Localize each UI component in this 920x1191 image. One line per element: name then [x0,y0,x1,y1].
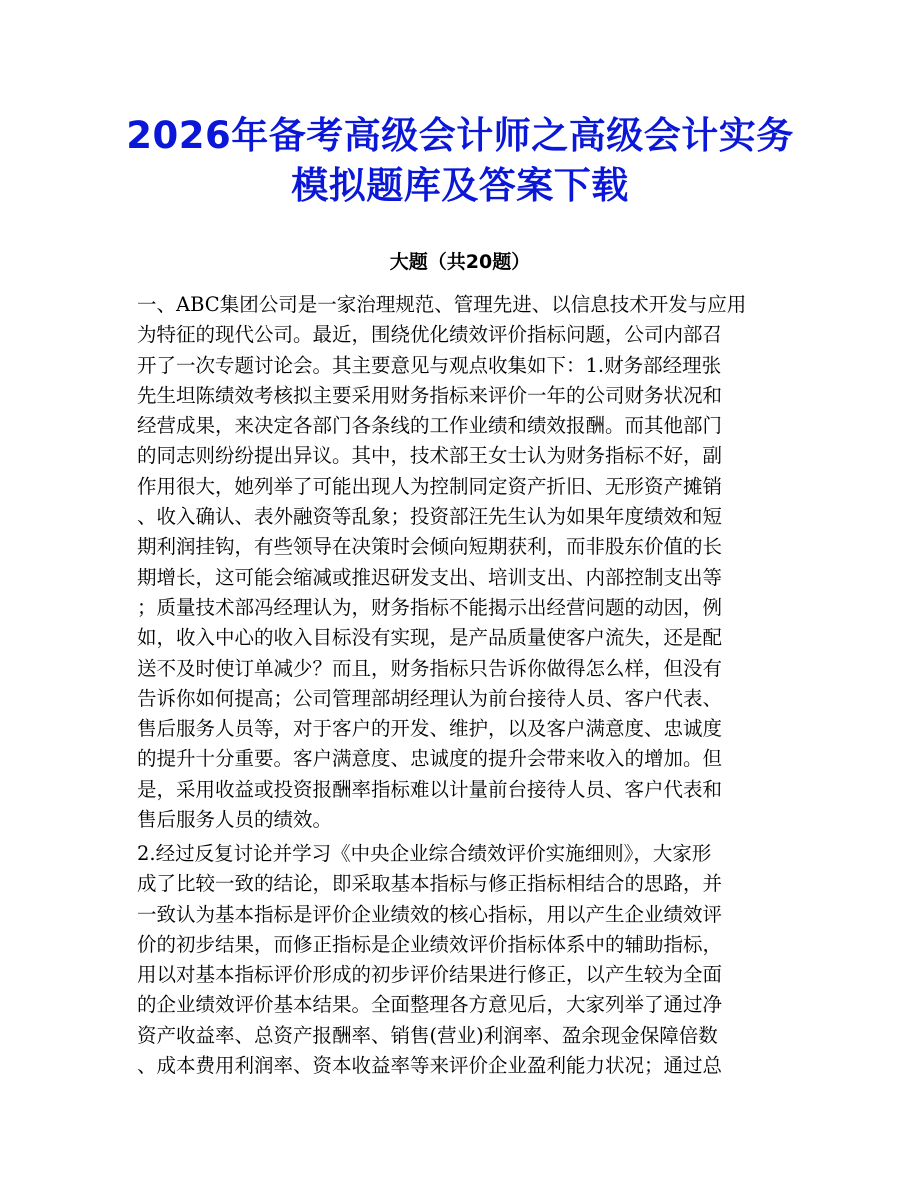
question-paragraph-2 [137,839,797,1081]
paragraph-line: 售后服务人员等，对于客户的开发、维护，以及客户满意度、忠诚度 [137,717,723,741]
paragraph-line: 开了一次专题讨论会。其主要意见与观点收集如下：1.财务部经理张 [137,353,722,377]
paragraph-line: 期利润挂钩，有些领导在决策时会倾向短期获利，而非股东价值的长 [137,535,723,559]
paragraph-line: 一致认为基本指标是评价企业绩效的核心指标，用以产生企业绩效评 [137,902,723,926]
paragraph-line: 作用很大，她列举了可能出现人为控制同定资产折旧、无形资产摊销 [137,474,723,498]
section-heading: 大题（共20题） [389,251,531,273]
paragraph-line: 用以对基本指标评价形成的初步评价结果进行修正，以产生较为全面 [137,963,723,987]
paragraph-line: 一、ABC集团公司是一家治理规范、管理先进、以信息技术开发与应用 [137,293,747,316]
paragraph-line: 如，收入中心的收入目标没有实现，是产品质量使客户流失，还是配 [137,626,723,650]
paragraph-line: ；质量技术部冯经理认为，财务指标不能揭示出经营问题的动因，例 [137,595,723,619]
paragraph-line: 送不及时使订单减少？而且，财务指标只告诉你做得怎么样，但没有 [137,656,723,680]
paragraph-line: 价的初步结果，而修正指标是企业绩效评价指标体系中的辅助指标， [137,932,723,956]
paragraph-line: 、收入确认、表外融资等乱象；投资部汪先生认为如果年度绩效和短 [137,505,723,529]
paragraph-line: 、成本费用利润率、资本收益率等来评价企业盈利能力状况；通过总 [137,1054,723,1078]
paragraph-line: 的提升十分重要。客户满意度、忠诚度的提升会带来收入的增加。但 [137,747,723,771]
paragraph-line: 2.经过反复讨论并学习《中央企业综合绩效评价实施细则》，大家形 [137,842,712,865]
paragraph-line: 告诉你如何提高；公司管理部胡经理认为前台接待人员、客户代表、 [137,686,723,710]
document-title-line2: 模拟题库及答案下载 [291,164,629,207]
paragraph-line: 先生坦陈绩效考核拟主要采用财务指标来评价一年的公司财务状况和 [137,383,723,407]
paragraph-line: 的企业绩效评价基本结果。全面整理各方意见后，大家列举了通过净 [137,993,723,1017]
paragraph-line: 经营成果，来决定各部门各条线的工作业绩和绩效报酬。而其他部门 [137,414,723,438]
question-paragraph-1 [137,290,797,835]
paragraph-line: 的同志则纷纷提出异议。其中，技术部王女士认为财务指标不好，副 [137,444,723,468]
paragraph-line: 期增长，这可能会缩减或推迟研发支出、培训支出、内部控制支出等 [137,565,723,589]
paragraph-line: 资产收益率、总资产报酬率、销售(营业)利润率、盈余现金保障倍数 [137,1023,718,1047]
paragraph-line: 成了比较一致的结论，即采取基本指标与修正指标相结合的思路，并 [137,872,723,896]
paragraph-line: 为特征的现代公司。最近，围绕优化绩效评价指标问题，公司内部召 [137,323,723,347]
paragraph-line: 售后服务人员的绩效。 [137,808,333,832]
paragraph-line: 是，采用收益或投资报酬率指标难以计量前台接待人员、客户代表和 [137,777,723,801]
document-title-line1: 2026年备考高级会计师之高级会计实务 [126,114,794,157]
